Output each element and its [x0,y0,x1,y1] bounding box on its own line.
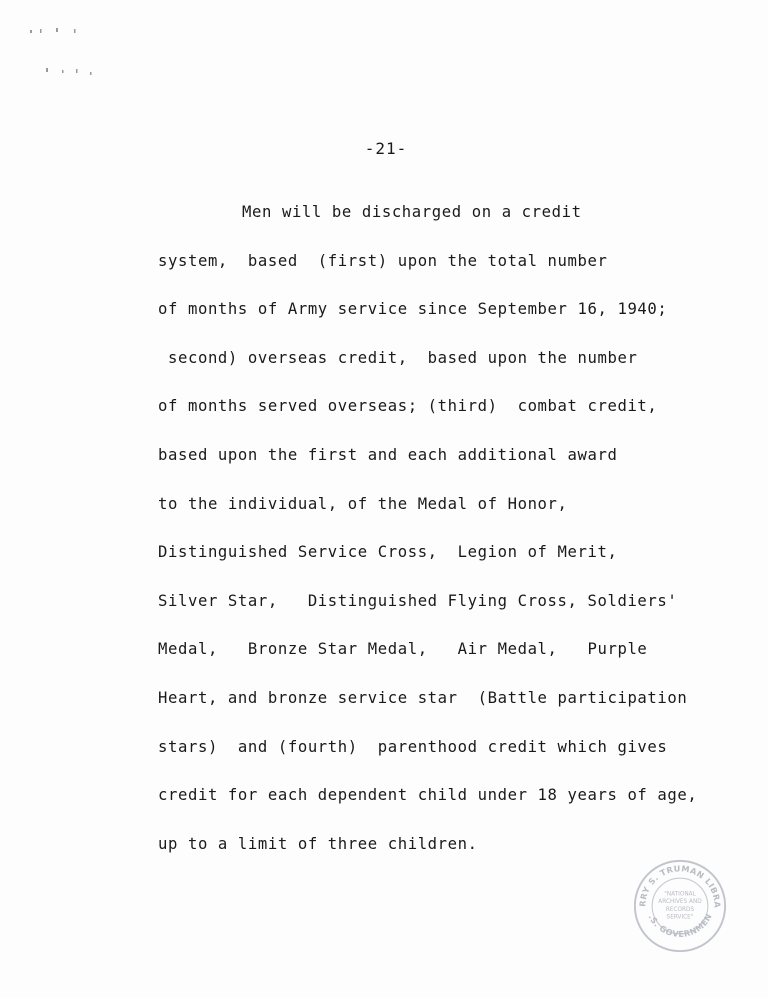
text-line: based upon the first and each additional award [158,445,618,464]
text-line: Silver Star, Distinguished Flying Cross, Soldiers' [158,591,678,610]
stamp-seal-icon [632,858,728,954]
svg-text:ARCHIVES AND: ARCHIVES AND [658,899,702,906]
scan-artifact-marks [26,22,116,92]
text-line: system, based (first) upon the total number [158,251,608,270]
library-stamp [632,858,728,954]
text-line: of months of Army service since September 16, 1940; [158,300,668,319]
text-line: credit for each dependent child under 18 years of age, [158,786,698,805]
text-line: Medal, Bronze Star Medal, Air Medal, Purple [158,640,648,659]
page-number: -21- [364,139,408,158]
text-line: Distinguished Service Cross, Legion of Merit, [158,543,618,562]
text-line: Heart, and bronze service star (Battle participation [158,688,688,707]
text-line: Men will be discharged on a credit [242,203,582,221]
text-line: to the individual, of the Medal of Honor, [158,494,568,513]
typed-paragraph [158,200,718,880]
svg-text:U.S. GOVERNMENT: .S. GOVERNMEN [646,911,714,939]
svg-text:HARRY S. TRUMAN LIBRARY: RRY S. TRUMAN LIBRA [637,863,723,909]
text-line: up to a limit of three children. [158,834,478,853]
svg-text:SERVICE": SERVICE" [666,914,694,921]
text-line: second) overseas credit, based upon the number [158,348,638,367]
svg-text:"NATIONAL: "NATIONAL [664,891,696,898]
svg-text:RECORDS: RECORDS [665,906,695,913]
text-line: of months served overseas; (third) combat credit, [158,397,658,416]
text-line: stars) and (fourth) parenthood credit which gives [158,737,668,756]
